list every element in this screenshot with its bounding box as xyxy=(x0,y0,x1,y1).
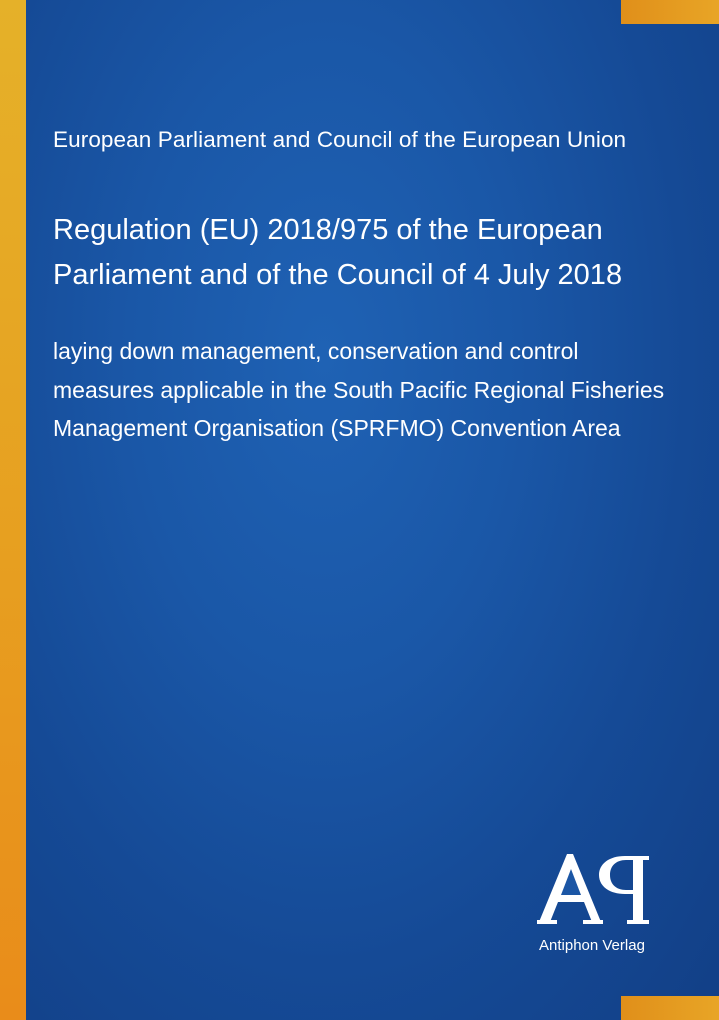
publisher-logo xyxy=(537,850,659,930)
top-accent-tab xyxy=(621,0,719,24)
publisher-name: Antiphon Verlag xyxy=(539,937,645,954)
publisher-block xyxy=(537,850,687,960)
author: European Parliament and Council of the European Union xyxy=(53,127,627,152)
accent-stripe xyxy=(0,0,26,1020)
book-subtitle: laying down management, conservation and control measures applicable in the South Pacific Regional Fisheries Management Organisation (SPRFMO) Convention Area xyxy=(53,338,665,441)
bottom-accent-tab xyxy=(621,996,719,1020)
book-title: Regulation (EU) 2018/975 of the European Parliament and of the Council of 4 July 2018 xyxy=(53,214,623,291)
